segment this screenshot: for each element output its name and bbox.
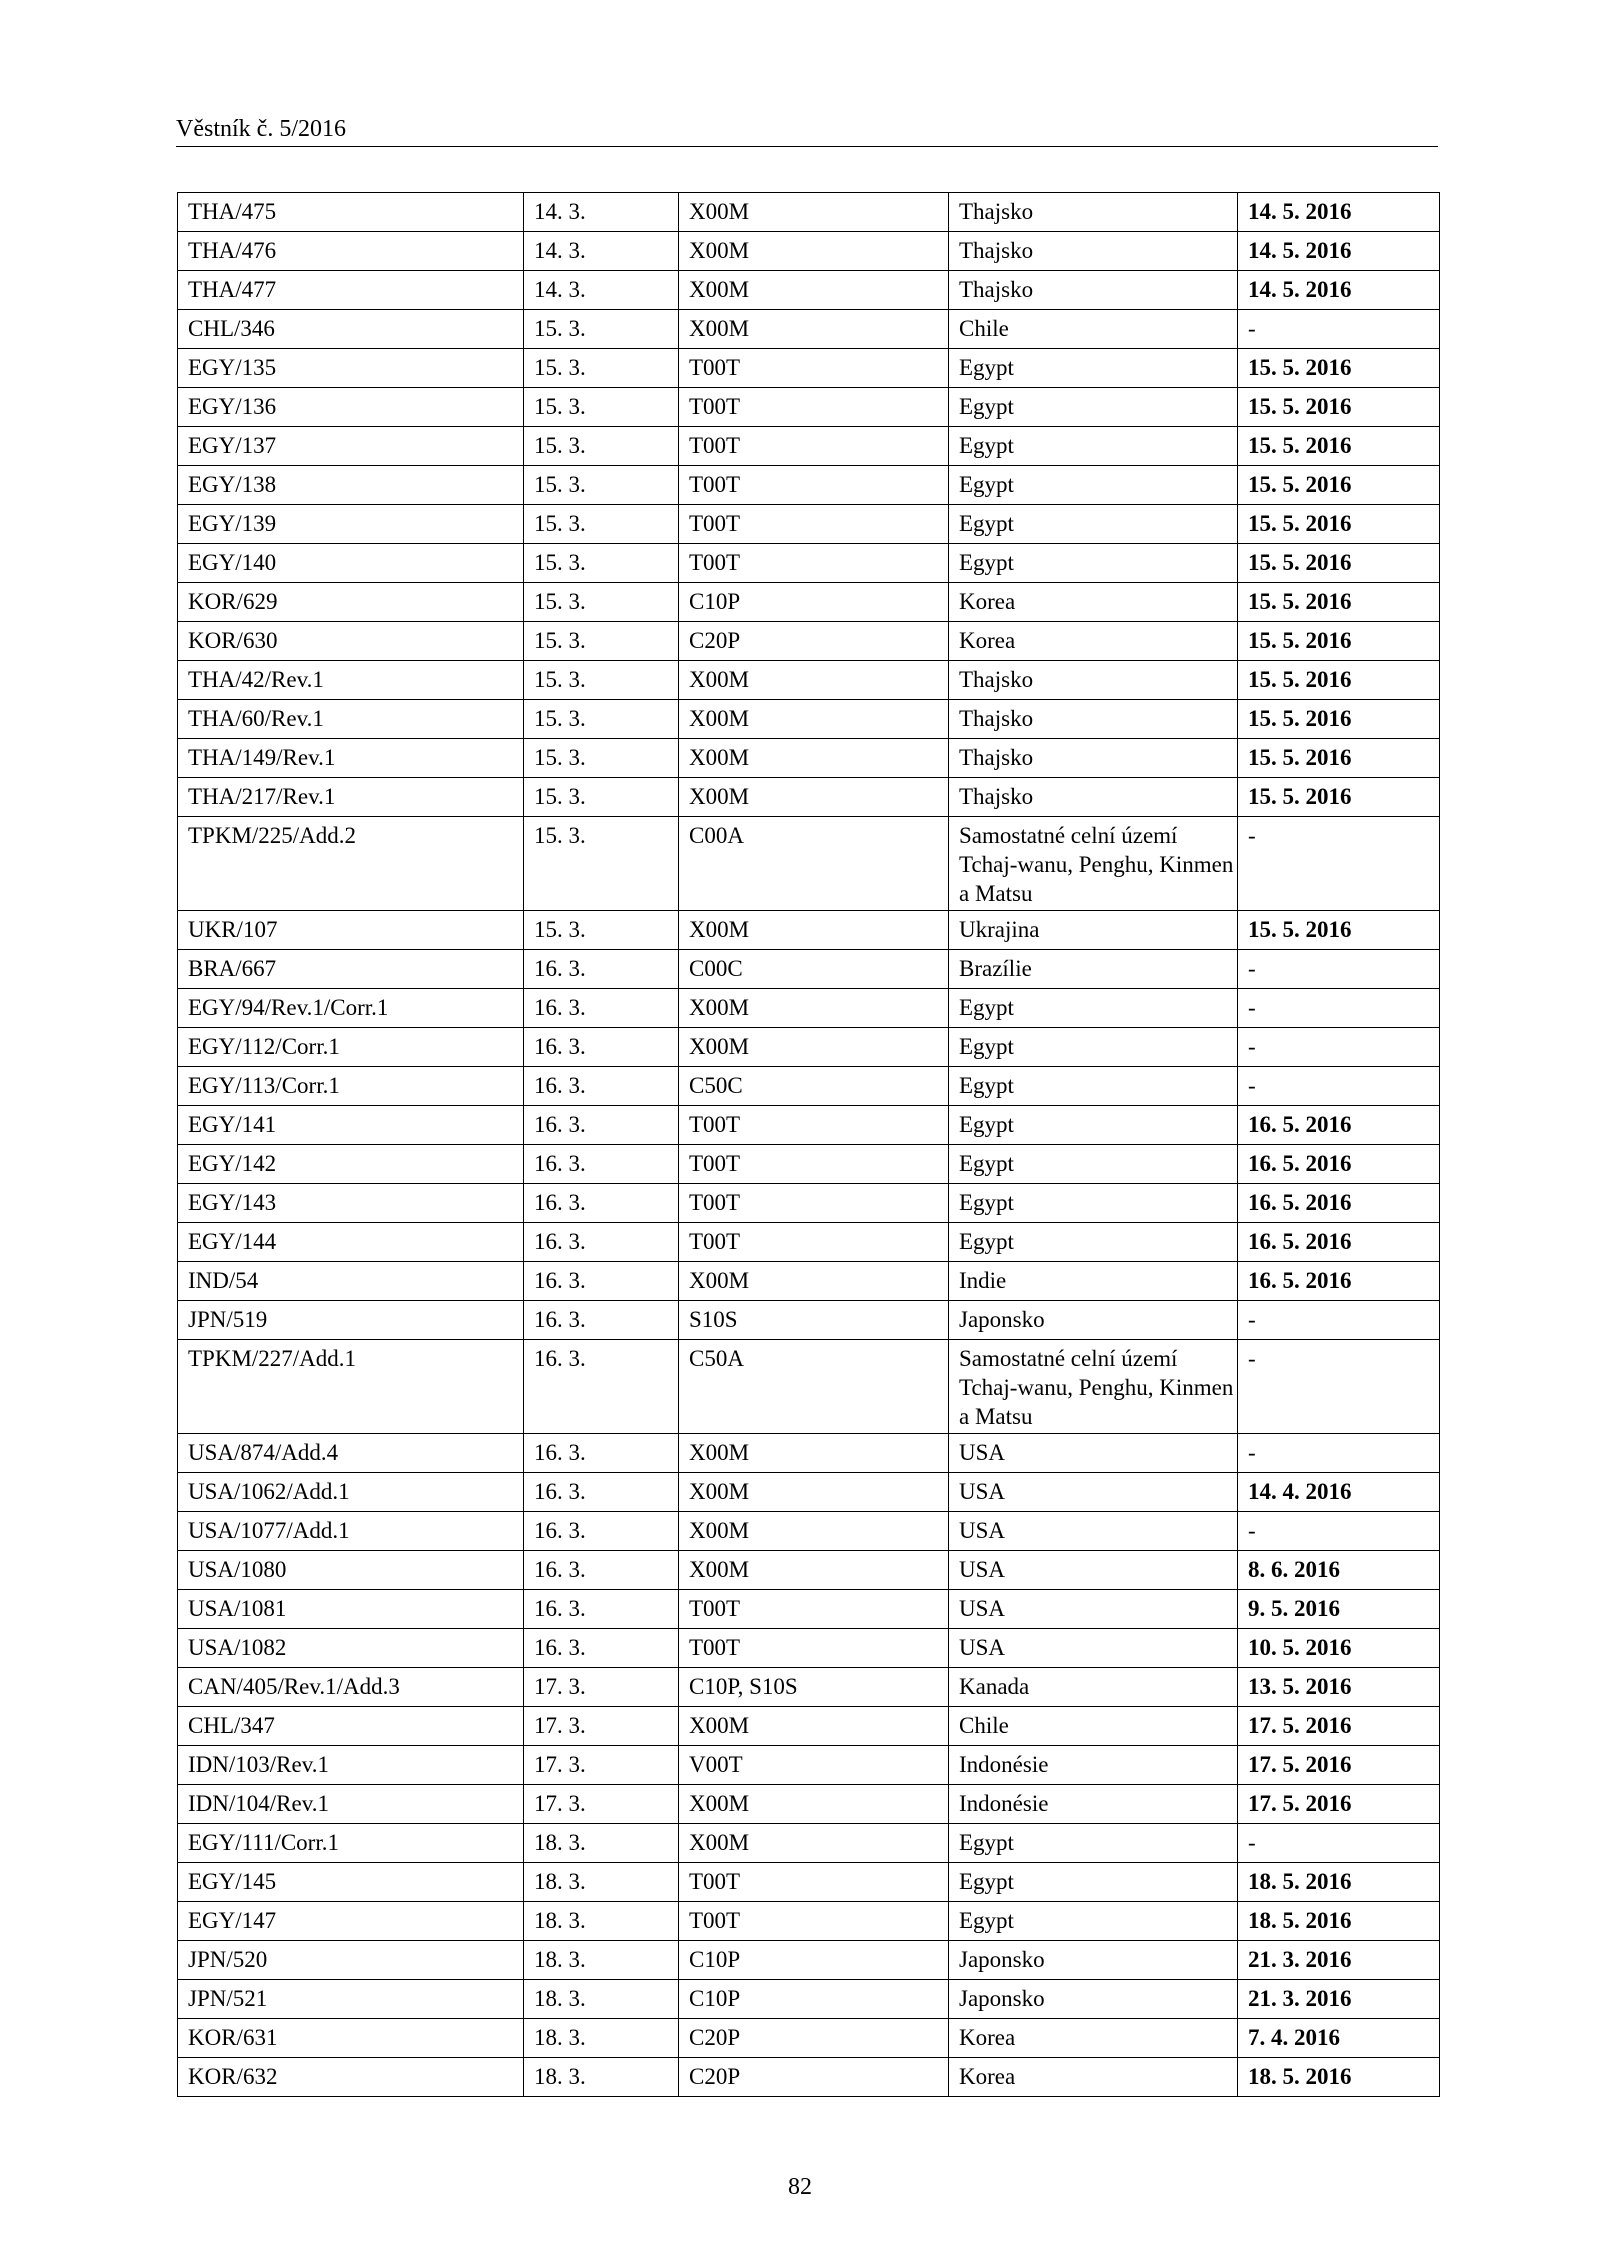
cell-type: X00M [679,193,949,232]
table-row [178,989,1440,1028]
cell-deadline: 15. 5. 2016 [1238,505,1440,544]
cell-code: EGY/139 [178,505,524,544]
cell-type: X00M [679,1512,949,1551]
table-row [178,583,1440,622]
cell-code: USA/1080 [178,1551,524,1590]
cell-deadline: - [1238,1340,1440,1434]
cell-date: 16. 3. [524,1551,679,1590]
cell-date: 16. 3. [524,1434,679,1473]
cell-deadline: - [1238,989,1440,1028]
cell-code: USA/874/Add.4 [178,1434,524,1473]
cell-code: CHL/347 [178,1707,524,1746]
cell-code: IDN/103/Rev.1 [178,1746,524,1785]
cell-code: USA/1062/Add.1 [178,1473,524,1512]
table-row [178,1028,1440,1067]
cell-date: 16. 3. [524,989,679,1028]
cell-date: 15. 3. [524,739,679,778]
cell-country: Korea [949,2019,1238,2058]
cell-date: 15. 3. [524,700,679,739]
cell-code: EGY/137 [178,427,524,466]
page-header [176,112,1438,147]
cell-country: Japonsko [949,1941,1238,1980]
table-row [178,1262,1440,1301]
cell-country: Korea [949,2058,1238,2097]
cell-code: THA/60/Rev.1 [178,700,524,739]
cell-deadline: 13. 5. 2016 [1238,1668,1440,1707]
cell-deadline: 14. 4. 2016 [1238,1473,1440,1512]
cell-type: C00A [679,817,949,911]
cell-code: USA/1077/Add.1 [178,1512,524,1551]
cell-country: Egypt [949,1028,1238,1067]
table-row [178,1824,1440,1863]
cell-deadline: 15. 5. 2016 [1238,544,1440,583]
cell-date: 18. 3. [524,2019,679,2058]
cell-type: S10S [679,1301,949,1340]
cell-type: T00T [679,349,949,388]
cell-type: T00T [679,1629,949,1668]
table-row [178,2019,1440,2058]
table-row [178,193,1440,232]
cell-type: X00M [679,1551,949,1590]
cell-code: EGY/142 [178,1145,524,1184]
cell-deadline: 16. 5. 2016 [1238,1184,1440,1223]
cell-code: EGY/138 [178,466,524,505]
cell-deadline: 14. 5. 2016 [1238,193,1440,232]
cell-country: Kanada [949,1668,1238,1707]
cell-type: C10P [679,1941,949,1980]
cell-type: X00M [679,1473,949,1512]
cell-type: X00M [679,700,949,739]
cell-code: EGY/111/Corr.1 [178,1824,524,1863]
cell-type: X00M [679,911,949,950]
table-row [178,505,1440,544]
cell-code: EGY/141 [178,1106,524,1145]
cell-date: 15. 3. [524,310,679,349]
cell-type: T00T [679,1590,949,1629]
cell-code: CAN/405/Rev.1/Add.3 [178,1668,524,1707]
cell-country: Japonsko [949,1980,1238,2019]
notifications-table [177,192,1440,2097]
cell-country: Ukrajina [949,911,1238,950]
cell-type: T00T [679,388,949,427]
cell-code: KOR/631 [178,2019,524,2058]
cell-code: THA/476 [178,232,524,271]
table-row [178,349,1440,388]
cell-type: C00C [679,950,949,989]
cell-deadline: - [1238,817,1440,911]
cell-code: EGY/145 [178,1863,524,1902]
cell-type: T00T [679,544,949,583]
cell-date: 14. 3. [524,271,679,310]
cell-type: T00T [679,1184,949,1223]
cell-deadline: 16. 5. 2016 [1238,1145,1440,1184]
cell-deadline: 15. 5. 2016 [1238,739,1440,778]
table-row [178,1184,1440,1223]
cell-country: Egypt [949,1106,1238,1145]
page-footer [0,2172,1600,2202]
cell-date: 18. 3. [524,2058,679,2097]
cell-date: 14. 3. [524,193,679,232]
table-row [178,1145,1440,1184]
table-row [178,1629,1440,1668]
cell-deadline: 15. 5. 2016 [1238,427,1440,466]
cell-country: Egypt [949,1902,1238,1941]
cell-code: TPKM/227/Add.1 [178,1340,524,1434]
cell-code: EGY/135 [178,349,524,388]
table-row [178,1067,1440,1106]
table-row [178,310,1440,349]
cell-country: Egypt [949,505,1238,544]
cell-date: 16. 3. [524,1067,679,1106]
cell-country: Indonésie [949,1785,1238,1824]
cell-type: C20P [679,2058,949,2097]
cell-deadline: 21. 3. 2016 [1238,1980,1440,2019]
cell-type: X00M [679,1785,949,1824]
cell-date: 15. 3. [524,778,679,817]
cell-deadline: 14. 5. 2016 [1238,271,1440,310]
cell-date: 16. 3. [524,1145,679,1184]
cell-deadline: 15. 5. 2016 [1238,583,1440,622]
cell-code: UKR/107 [178,911,524,950]
cell-date: 15. 3. [524,544,679,583]
cell-type: C20P [679,2019,949,2058]
cell-country: Thajsko [949,232,1238,271]
cell-type: X00M [679,989,949,1028]
cell-type: X00M [679,661,949,700]
cell-date: 16. 3. [524,1340,679,1434]
cell-country: USA [949,1512,1238,1551]
cell-code: EGY/112/Corr.1 [178,1028,524,1067]
cell-country: Brazílie [949,950,1238,989]
cell-type: V00T [679,1746,949,1785]
cell-deadline: 16. 5. 2016 [1238,1262,1440,1301]
cell-deadline: - [1238,310,1440,349]
cell-code: IDN/104/Rev.1 [178,1785,524,1824]
cell-type: C10P [679,1980,949,2019]
table-row [178,817,1440,911]
header-title: Věstník č. 5/2016 [176,116,346,142]
cell-date: 18. 3. [524,1941,679,1980]
cell-code: BRA/667 [178,950,524,989]
cell-deadline: 10. 5. 2016 [1238,1629,1440,1668]
cell-type: T00T [679,1902,949,1941]
cell-country: Egypt [949,1863,1238,1902]
cell-code: EGY/94/Rev.1/Corr.1 [178,989,524,1028]
cell-type: X00M [679,778,949,817]
table-row [178,950,1440,989]
cell-country: Egypt [949,1184,1238,1223]
cell-country: Japonsko [949,1301,1238,1340]
cell-country: USA [949,1551,1238,1590]
cell-type: X00M [679,739,949,778]
cell-date: 16. 3. [524,1262,679,1301]
cell-type: T00T [679,1863,949,1902]
cell-date: 16. 3. [524,1301,679,1340]
table-row [178,271,1440,310]
table-row [178,1980,1440,2019]
cell-type: T00T [679,505,949,544]
cell-country: Indonésie [949,1746,1238,1785]
table-row [178,1941,1440,1980]
cell-country: Egypt [949,388,1238,427]
cell-date: 16. 3. [524,1184,679,1223]
cell-type: C50A [679,1340,949,1434]
table-row [178,1707,1440,1746]
cell-date: 18. 3. [524,1980,679,2019]
cell-date: 16. 3. [524,1223,679,1262]
cell-code: THA/475 [178,193,524,232]
cell-code: KOR/630 [178,622,524,661]
cell-country: USA [949,1629,1238,1668]
cell-deadline: 8. 6. 2016 [1238,1551,1440,1590]
cell-type: T00T [679,1145,949,1184]
cell-type: C20P [679,622,949,661]
cell-date: 18. 3. [524,1902,679,1941]
table-row [178,1863,1440,1902]
cell-date: 15. 3. [524,349,679,388]
cell-code: THA/217/Rev.1 [178,778,524,817]
table-row [178,1512,1440,1551]
cell-country: Samostatné celní území Tchaj-wanu, Penghu, Kinmen a Matsu [949,817,1238,911]
cell-type: T00T [679,1106,949,1145]
table-row [178,427,1440,466]
cell-date: 15. 3. [524,505,679,544]
cell-deadline: 16. 5. 2016 [1238,1223,1440,1262]
cell-deadline: 17. 5. 2016 [1238,1785,1440,1824]
cell-date: 16. 3. [524,1590,679,1629]
table-row [178,466,1440,505]
cell-code: TPKM/225/Add.2 [178,817,524,911]
table-row [178,700,1440,739]
cell-country: Egypt [949,466,1238,505]
cell-date: 15. 3. [524,622,679,661]
cell-country: Egypt [949,989,1238,1028]
cell-date: 14. 3. [524,232,679,271]
cell-country: USA [949,1590,1238,1629]
cell-type: X00M [679,1028,949,1067]
cell-code: EGY/136 [178,388,524,427]
table-row [178,1746,1440,1785]
table-row [178,1785,1440,1824]
cell-deadline: 21. 3. 2016 [1238,1941,1440,1980]
cell-date: 15. 3. [524,911,679,950]
cell-date: 17. 3. [524,1668,679,1707]
cell-deadline: - [1238,1512,1440,1551]
cell-deadline: 7. 4. 2016 [1238,2019,1440,2058]
cell-type: T00T [679,466,949,505]
cell-deadline: 16. 5. 2016 [1238,1106,1440,1145]
cell-country: Egypt [949,1067,1238,1106]
table-row [178,622,1440,661]
table-row [178,2058,1440,2097]
cell-code: EGY/143 [178,1184,524,1223]
cell-deadline: - [1238,1434,1440,1473]
cell-country: Egypt [949,1223,1238,1262]
cell-type: C50C [679,1067,949,1106]
cell-deadline: 18. 5. 2016 [1238,1902,1440,1941]
cell-country: Egypt [949,427,1238,466]
cell-deadline: 15. 5. 2016 [1238,661,1440,700]
cell-deadline: 17. 5. 2016 [1238,1707,1440,1746]
cell-deadline: 15. 5. 2016 [1238,349,1440,388]
cell-code: THA/477 [178,271,524,310]
cell-date: 16. 3. [524,1028,679,1067]
cell-date: 15. 3. [524,427,679,466]
table-row [178,911,1440,950]
table-row [178,1340,1440,1434]
cell-country: Samostatné celní území Tchaj-wanu, Penghu, Kinmen a Matsu [949,1340,1238,1434]
table-row [178,1106,1440,1145]
cell-type: T00T [679,427,949,466]
cell-country: Egypt [949,1824,1238,1863]
table-row [178,739,1440,778]
cell-country: Egypt [949,349,1238,388]
cell-code: EGY/147 [178,1902,524,1941]
cell-date: 16. 3. [524,1512,679,1551]
cell-type: C10P [679,583,949,622]
cell-code: KOR/632 [178,2058,524,2097]
cell-deadline: - [1238,1824,1440,1863]
cell-date: 17. 3. [524,1746,679,1785]
cell-country: USA [949,1434,1238,1473]
cell-code: JPN/519 [178,1301,524,1340]
cell-country: Thajsko [949,778,1238,817]
page-number: 82 [788,2174,812,2200]
cell-deadline: 15. 5. 2016 [1238,911,1440,950]
cell-country: Chile [949,1707,1238,1746]
cell-code: USA/1082 [178,1629,524,1668]
cell-type: X00M [679,1434,949,1473]
cell-date: 17. 3. [524,1785,679,1824]
cell-date: 15. 3. [524,466,679,505]
table-row [178,1902,1440,1941]
cell-deadline: - [1238,1301,1440,1340]
cell-date: 15. 3. [524,661,679,700]
cell-deadline: - [1238,1028,1440,1067]
table-row [178,1551,1440,1590]
cell-date: 15. 3. [524,817,679,911]
table-row [178,661,1440,700]
table-row [178,232,1440,271]
cell-country: Korea [949,622,1238,661]
table-row [178,1434,1440,1473]
cell-code: JPN/521 [178,1980,524,2019]
table-row [178,1590,1440,1629]
cell-date: 16. 3. [524,1629,679,1668]
table-row [178,1223,1440,1262]
cell-code: IND/54 [178,1262,524,1301]
table-row [178,1301,1440,1340]
cell-date: 16. 3. [524,1473,679,1512]
cell-type: X00M [679,1824,949,1863]
cell-type: X00M [679,1707,949,1746]
cell-country: Thajsko [949,700,1238,739]
cell-deadline: 15. 5. 2016 [1238,388,1440,427]
cell-deadline: 15. 5. 2016 [1238,622,1440,661]
cell-deadline: 15. 5. 2016 [1238,778,1440,817]
cell-deadline: 18. 5. 2016 [1238,2058,1440,2097]
cell-code: USA/1081 [178,1590,524,1629]
cell-code: EGY/113/Corr.1 [178,1067,524,1106]
table-row [178,1473,1440,1512]
cell-date: 17. 3. [524,1707,679,1746]
cell-code: CHL/346 [178,310,524,349]
cell-country: Egypt [949,1145,1238,1184]
cell-type: T00T [679,1223,949,1262]
cell-type: X00M [679,1262,949,1301]
cell-type: X00M [679,310,949,349]
cell-code: KOR/629 [178,583,524,622]
cell-deadline: 15. 5. 2016 [1238,700,1440,739]
cell-type: X00M [679,271,949,310]
cell-deadline: 18. 5. 2016 [1238,1863,1440,1902]
cell-country: Thajsko [949,661,1238,700]
table-row [178,1668,1440,1707]
cell-country: Thajsko [949,739,1238,778]
table-body [178,193,1440,2097]
cell-date: 15. 3. [524,388,679,427]
cell-country: Indie [949,1262,1238,1301]
cell-type: X00M [679,232,949,271]
cell-code: THA/42/Rev.1 [178,661,524,700]
cell-code: JPN/520 [178,1941,524,1980]
cell-date: 18. 3. [524,1863,679,1902]
cell-code: EGY/144 [178,1223,524,1262]
cell-country: Egypt [949,544,1238,583]
cell-deadline: 14. 5. 2016 [1238,232,1440,271]
cell-code: THA/149/Rev.1 [178,739,524,778]
cell-deadline: 9. 5. 2016 [1238,1590,1440,1629]
cell-country: Thajsko [949,271,1238,310]
cell-date: 15. 3. [524,583,679,622]
cell-deadline: 17. 5. 2016 [1238,1746,1440,1785]
cell-deadline: 15. 5. 2016 [1238,466,1440,505]
cell-type: C10P, S10S [679,1668,949,1707]
cell-country: Thajsko [949,193,1238,232]
cell-country: USA [949,1473,1238,1512]
cell-date: 16. 3. [524,1106,679,1145]
cell-country: Chile [949,310,1238,349]
cell-date: 18. 3. [524,1824,679,1863]
table-row [178,388,1440,427]
cell-code: EGY/140 [178,544,524,583]
table-row [178,544,1440,583]
cell-deadline: - [1238,1067,1440,1106]
cell-deadline: - [1238,950,1440,989]
cell-country: Korea [949,583,1238,622]
cell-date: 16. 3. [524,950,679,989]
table-row [178,778,1440,817]
